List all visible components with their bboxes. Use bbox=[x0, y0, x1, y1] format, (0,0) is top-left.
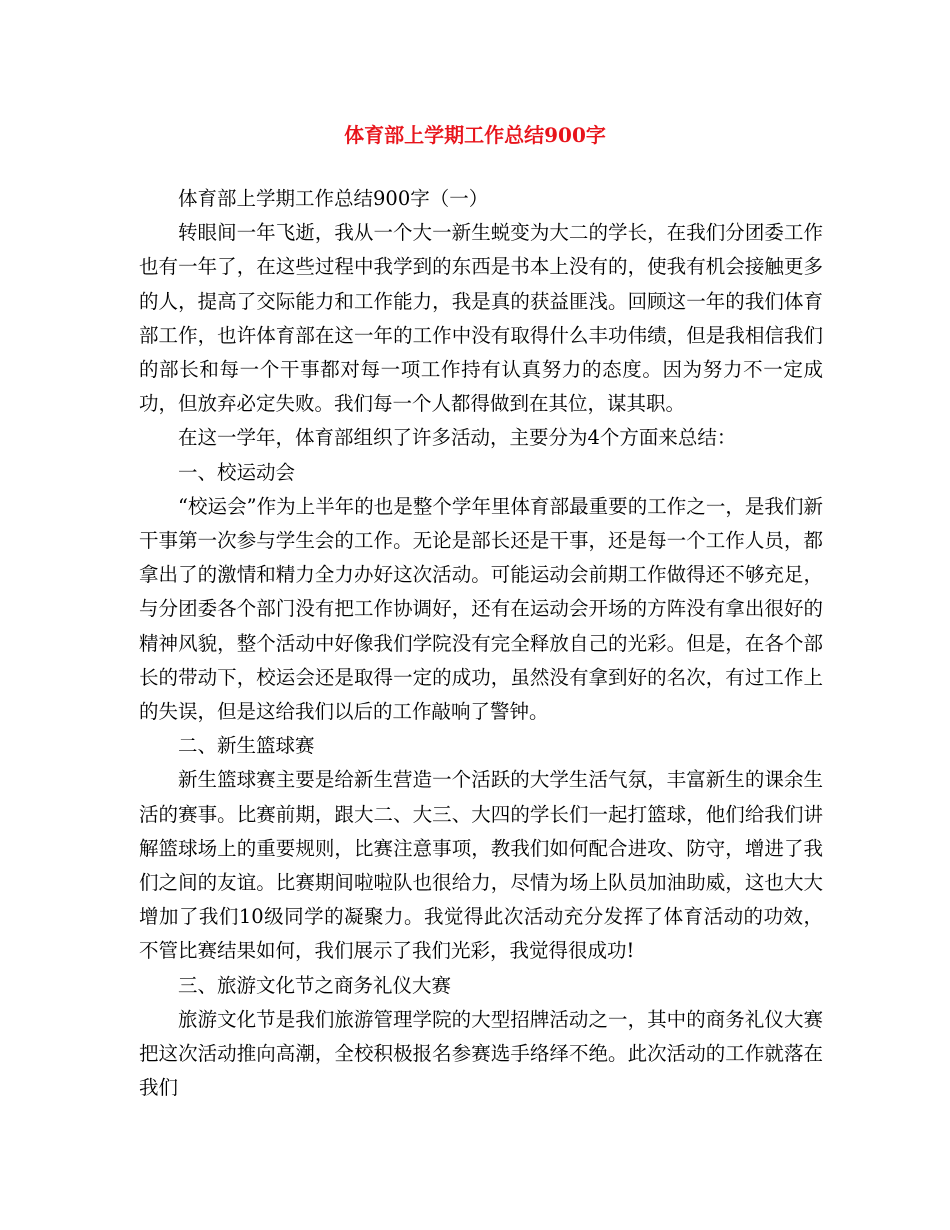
heading-etiquette-contest: 三、旅游文化节之商务礼仪大赛 bbox=[178, 973, 452, 997]
heading-basketball: 二、新生篮球赛 bbox=[178, 734, 315, 758]
intro-paragraph: 转眼间一年飞逝，我从一个大一新生蜕变为大二的学长，在我们分团委工作也有一年了，在这些过程中我学到的东西是书本上没有的，使我有机会接触更多的人，提高了交际能力和工作能力，我是真的获益匪浅。回顾这一年的我们体育部工作，也许体育部在这一年的工作中没有取得什么丰功伟绩，但是我相信我们的部长和每一个干事都对每一项工作持有认真努力的态度。因为努力不一定成功，但放弃必定失败。我们每一个人都得做到在其位，谋其职。 bbox=[139, 221, 823, 416]
overview-paragraph: 在这一学年，体育部组织了许多活动，主要分为4个方面来总结： bbox=[178, 426, 737, 450]
section-heading-one: 体育部上学期工作总结900字（一） bbox=[178, 187, 489, 210]
etiquette-contest-paragraph: 旅游文化节是我们旅游管理学院的大型招牌活动之一，其中的商务礼仪大赛把这次活动推向高潮，全校积极报名参赛选手络绎不绝。此次活动的工作就落在我们 bbox=[139, 1007, 823, 1100]
document-body bbox=[139, 182, 823, 1105]
basketball-paragraph: 新生篮球赛主要是给新生营造一个活跃的大学生活气氛，丰富新生的课余生活的赛事。比赛前期，跟大二、大三、大四的学长们一起打篮球，他们给我们讲解篮球场上的重要规则，比赛注意事项，教我们如何配合进攻、防守，增进了我们之间的友谊。比赛期间啦啦队也很给力，尽情为场上队员加油助威，这也大大增加了我们10级同学的凝聚力。我觉得此次活动充分发挥了体育活动的功效，不管比赛结果如何，我们展示了我们光彩，我觉得很成功! bbox=[139, 768, 823, 963]
heading-sports-meet: 一、校运动会 bbox=[178, 460, 296, 484]
document-title: 体育部上学期工作总结900字 bbox=[344, 123, 606, 147]
sports-meet-paragraph: “校运会”作为上半年的也是整个学年里体育部最重要的工作之一，是我们新干事第一次参与学生会的工作。无论是部长还是干事，还是每一个工作人员，都拿出了的激情和精力全力办好这次活动。可能运动会前期工作做得还不够充足，与分团委各个部门没有把工作协调好，还有在运动会开场的方阵没有拿出很好的精神风貌，整个活动中好像我们学院没有完全释放自己的光彩。但是，在各个部长的带动下，校运会还是取得一定的成功，虽然没有拿到好的名次，有过工作上的失误，但是这给我们以后的工作敲响了警钟。 bbox=[139, 494, 823, 724]
